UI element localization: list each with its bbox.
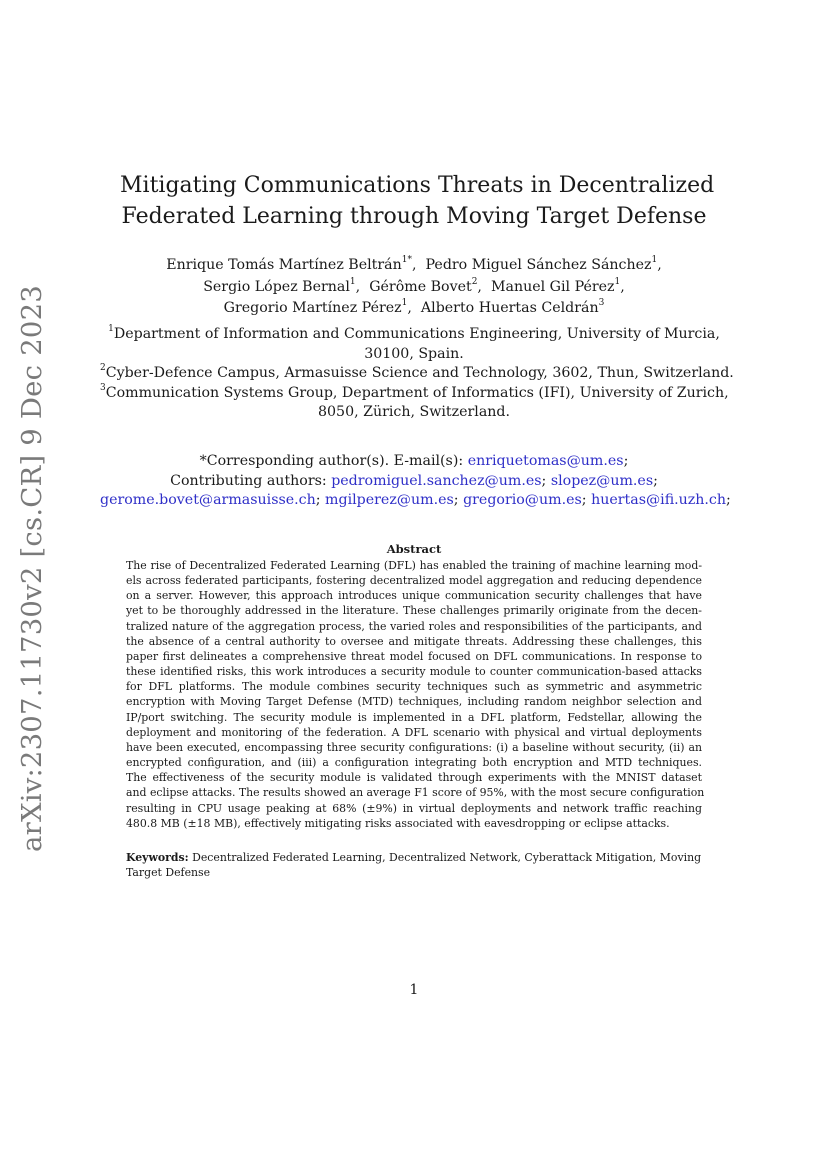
email-link[interactable]: gerome.bovet@armasuisse.ch bbox=[100, 492, 316, 508]
abstract-line: tralized nature of the aggregation process, the varied roles and responsibilities of the participants, and bbox=[126, 619, 702, 633]
author-affiliation-mark: 1* bbox=[401, 255, 412, 266]
abstract-line: 480.8 MB (±18 MB), effectively mitigating risks associated with eavesdropping or eclipse attacks. bbox=[126, 816, 670, 830]
affiliation-list bbox=[100, 324, 734, 423]
abstract-line: yet to be thoroughly addressed in the literature. These challenges primarily originate from the decen- bbox=[126, 604, 702, 618]
author-name: Gérôme Bovet bbox=[369, 278, 472, 295]
abstract-line: The effectiveness of the security module is validated through experiments with the MNIST dataset bbox=[126, 771, 702, 785]
author-name: Gregorio Martínez Pérez bbox=[223, 300, 402, 316]
paper-title bbox=[120, 170, 715, 232]
email-link[interactable]: pedromiguel.sanchez@um.es bbox=[331, 472, 542, 489]
abstract-line: els across federated participants, fostering decentralized model aggregation and reducing dependence bbox=[126, 574, 702, 588]
page-number: 1 bbox=[409, 982, 419, 998]
author-affiliation-mark: 1 bbox=[401, 298, 408, 309]
email-link[interactable]: gregorio@um.es bbox=[463, 492, 582, 508]
keywords-text: Target Defense bbox=[126, 866, 211, 880]
author-list: Enrique Tomás Martínez Beltrán$^{1*}$, Pedro Miguel Sánchez Sánchez$^1$, Sergio López Bernal$^1$, Gérôme Bovet$^2$, Manuel Gil Pérez$^1$, Gregorio Martínez Pérez$^1$, Alberto Huertas Celdrán$^3$ bbox=[166, 255, 662, 316]
author-affiliation-mark: 1 bbox=[651, 255, 658, 266]
author-name: Alberto Huertas Celdrán bbox=[420, 300, 599, 316]
keywords-text: Decentralized Federated Learning, Decentralized Network, Cyberattack Mitigation, Moving bbox=[192, 851, 702, 864]
corresponding-author-label: *Corresponding author(s). E-mail(s): bbox=[199, 453, 464, 469]
abstract-body bbox=[126, 558, 705, 831]
author-name: Manuel Gil Pérez bbox=[490, 278, 615, 295]
contributing-authors-label: Contributing authors: bbox=[170, 472, 327, 489]
abstract-line: IP/port switching. The security module is implemented in a DFL platform, Fedstellar, allowing the bbox=[126, 710, 702, 724]
title-line: Mitigating Communications Threats in Decentralized bbox=[120, 173, 715, 198]
affiliation-text: 30100, Spain. bbox=[364, 345, 464, 362]
affiliation-text: Department of Information and Communications Engineering, University of Murcia, bbox=[113, 326, 720, 342]
abstract-line: encryption with Moving Target Defense (MTD) techniques, including random neighbor selection and bbox=[126, 695, 702, 709]
author-affiliation-mark: 1 bbox=[349, 276, 356, 287]
abstract-line: these identified risks, this work introduces a security module to counter communication-based attacks bbox=[126, 665, 702, 679]
affiliation-text: 8050, Zürich, Switzerland. bbox=[317, 404, 511, 420]
title-line: Federated Learning through Moving Target Defense bbox=[121, 204, 707, 229]
affiliation-text: Communication Systems Group, Department of Informatics (IFI), University of Zurich, bbox=[105, 384, 729, 401]
author-name: Sergio López Bernal bbox=[203, 278, 350, 295]
keywords-block bbox=[126, 850, 702, 880]
abstract-line: The rise of Decentralized Federated Learning (DFL) has enabled the training of machine learning mod- bbox=[126, 559, 702, 572]
abstract-line: the absence of a central authority to oversee and mitigate threats. Addressing these challenges, this bbox=[126, 634, 702, 648]
abstract-line: have been executed, encompassing three security configurations: (i) a baseline without security, (ii) an bbox=[126, 740, 702, 754]
abstract-line: resulting in CPU usage peaking at 68% (±9%) in virtual deployments and network traffic reaching bbox=[126, 801, 702, 815]
author-affiliation-mark: 1 bbox=[614, 276, 621, 287]
author-affiliation-mark: 2 bbox=[471, 276, 478, 287]
abstract-heading: Abstract bbox=[386, 542, 442, 556]
arxiv-identifier: arXiv:2307.11730v2 [cs.CR] 9 Dec 2023 bbox=[16, 285, 48, 852]
email-link[interactable]: slopez@um.es bbox=[550, 472, 654, 489]
author-affiliation-mark: 3 bbox=[598, 298, 605, 309]
email-link[interactable]: enriquetomas@um.es bbox=[467, 453, 624, 469]
correspondence-block: *Corresponding author(s). E-mail(s): enriquetomas@um.es; Contributing authors: pedromiguel.sanchez@um.es; slopez@um.es; gerome.bovet@armasuisse.ch; mgilperez@um.es; gregorio@um.es; huertas@ifi.uzh.ch; bbox=[100, 453, 731, 508]
abstract-line: paper first delineates a comprehensive threat model focused on DFL communications. In response to bbox=[126, 649, 702, 663]
abstract-line: deployment and monitoring of the federation. A DFL scenario with physical and virtual deployments bbox=[126, 725, 702, 739]
affiliation-mark: 2 bbox=[100, 363, 106, 374]
affiliation-mark: 1 bbox=[108, 324, 114, 335]
abstract-line: for DFL platforms. The module combines security techniques such as symmetric and asymmetric bbox=[126, 680, 702, 694]
abstract-line: encrypted configuration, and (iii) a configuration integrating both encryption and MTD techniques. bbox=[126, 756, 702, 770]
email-link[interactable]: huertas@ifi.uzh.ch bbox=[591, 492, 727, 508]
email-link[interactable]: mgilperez@um.es bbox=[325, 492, 454, 508]
keywords-label: Keywords: bbox=[126, 851, 189, 864]
author-name: Pedro Miguel Sánchez Sánchez bbox=[425, 257, 652, 273]
abstract-line: on a server. However, this approach introduces unique communication security challenges that have bbox=[126, 589, 702, 603]
affiliation-text: Cyber-Defence Campus, Armasuisse Science and Technology, 3602, Thun, Switzerland. bbox=[105, 365, 734, 381]
abstract-line: and eclipse attacks. The results showed an average F1 score of 95%, with the most secure configuration bbox=[126, 786, 705, 800]
affiliation-mark: 3 bbox=[100, 382, 106, 393]
author-name: Enrique Tomás Martínez Beltrán bbox=[166, 257, 402, 273]
